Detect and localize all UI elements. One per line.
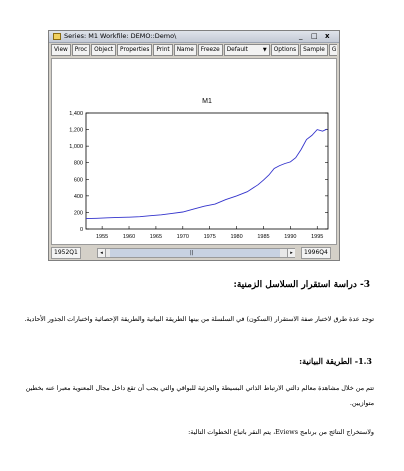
- x-tick-label: 1960: [122, 234, 136, 240]
- genr-button[interactable]: G: [329, 44, 337, 56]
- x-tick-label: 1955: [96, 234, 109, 240]
- x-tick-label: 1995: [311, 234, 324, 240]
- subsection-heading: 1.3- الطريقة البيانية:: [299, 356, 372, 366]
- scroll-thumb[interactable]: [110, 249, 280, 257]
- chevron-down-icon: ▼: [262, 47, 267, 53]
- intro-paragraph: توجد عدة طرق لاختبار صفة الاستقرار (السكون) في السلسلة من بينها الطريقة البيانية والطريقة الإحصائية واختبارات الجذور الأحادية.: [24, 315, 374, 323]
- plot-frame: [86, 113, 328, 229]
- x-tick-label: 1990: [284, 234, 297, 240]
- proc-button[interactable]: Proc: [72, 44, 90, 56]
- close-button[interactable]: x: [325, 32, 330, 40]
- series-line-m1: [86, 129, 327, 218]
- y-tick-label: 1,400: [69, 111, 83, 117]
- view-mode-value: Default: [226, 47, 248, 53]
- x-tick-label: 1970: [176, 234, 189, 240]
- m1-line-chart: [52, 59, 336, 244]
- y-tick-label: 400: [73, 193, 83, 200]
- window-toolbar: [51, 44, 337, 56]
- section-heading: 3- دراسة استقرار السلاسل الزمنية:: [233, 280, 370, 290]
- view-button[interactable]: View: [51, 44, 71, 56]
- series-icon: [53, 33, 61, 40]
- x-tick-label: 1985: [257, 234, 270, 240]
- options-button[interactable]: Options: [271, 44, 299, 56]
- y-tick-label: 600: [73, 177, 83, 184]
- name-button[interactable]: Name: [174, 44, 197, 56]
- y-tick-label: 800: [73, 160, 83, 167]
- window-titlebar[interactable]: [49, 31, 339, 43]
- y-tick-label: 1,200: [69, 127, 83, 134]
- scroll-right-icon[interactable]: ▸: [287, 249, 295, 257]
- y-tick-label: 1,000: [69, 144, 83, 151]
- freeze-button[interactable]: Freeze: [198, 44, 223, 56]
- method-paragraph: تتم من خلال مشاهدة معالم دالتي الارتباط الذاتي البسيطة والجزئية للبواقي والتي يجب أن تقع داخل مجال المعنوية معبرا عنه بخطين متوازيين.: [25, 384, 374, 407]
- scroll-left-icon[interactable]: ◂: [98, 249, 106, 257]
- object-button[interactable]: Object: [91, 44, 116, 56]
- maximize-button[interactable]: □: [311, 32, 318, 40]
- scroll-start-label: 1952Q1: [51, 247, 81, 259]
- y-tick-label: 200: [73, 210, 83, 217]
- view-mode-dropdown[interactable]: [224, 44, 270, 56]
- sample-button[interactable]: Sample: [300, 44, 328, 56]
- properties-button[interactable]: Properties: [117, 44, 152, 56]
- x-tick-label: 1975: [203, 234, 216, 240]
- scroll-track[interactable]: [97, 248, 295, 258]
- steps-paragraph: ولاستخراج النتائج من برنامج Eviews، يتم النقر باتباع الخطوات التالية:: [188, 428, 374, 436]
- print-button[interactable]: Print: [153, 44, 172, 56]
- sample-scrollbar[interactable]: [51, 247, 337, 258]
- x-tick-label: 1965: [149, 234, 163, 240]
- scroll-grip: ||: [190, 250, 194, 256]
- window-title: Series: M1 Workfile: DEMO::Demo\: [64, 32, 177, 40]
- series-window: [48, 30, 340, 261]
- y-tick-label: 0: [79, 227, 83, 233]
- chart-title: M1: [202, 98, 212, 105]
- scroll-end-label: 1996Q4: [301, 247, 331, 259]
- graph-pane: [51, 58, 337, 245]
- x-tick-label: 1980: [230, 234, 243, 240]
- minimize-button[interactable]: _: [299, 32, 303, 40]
